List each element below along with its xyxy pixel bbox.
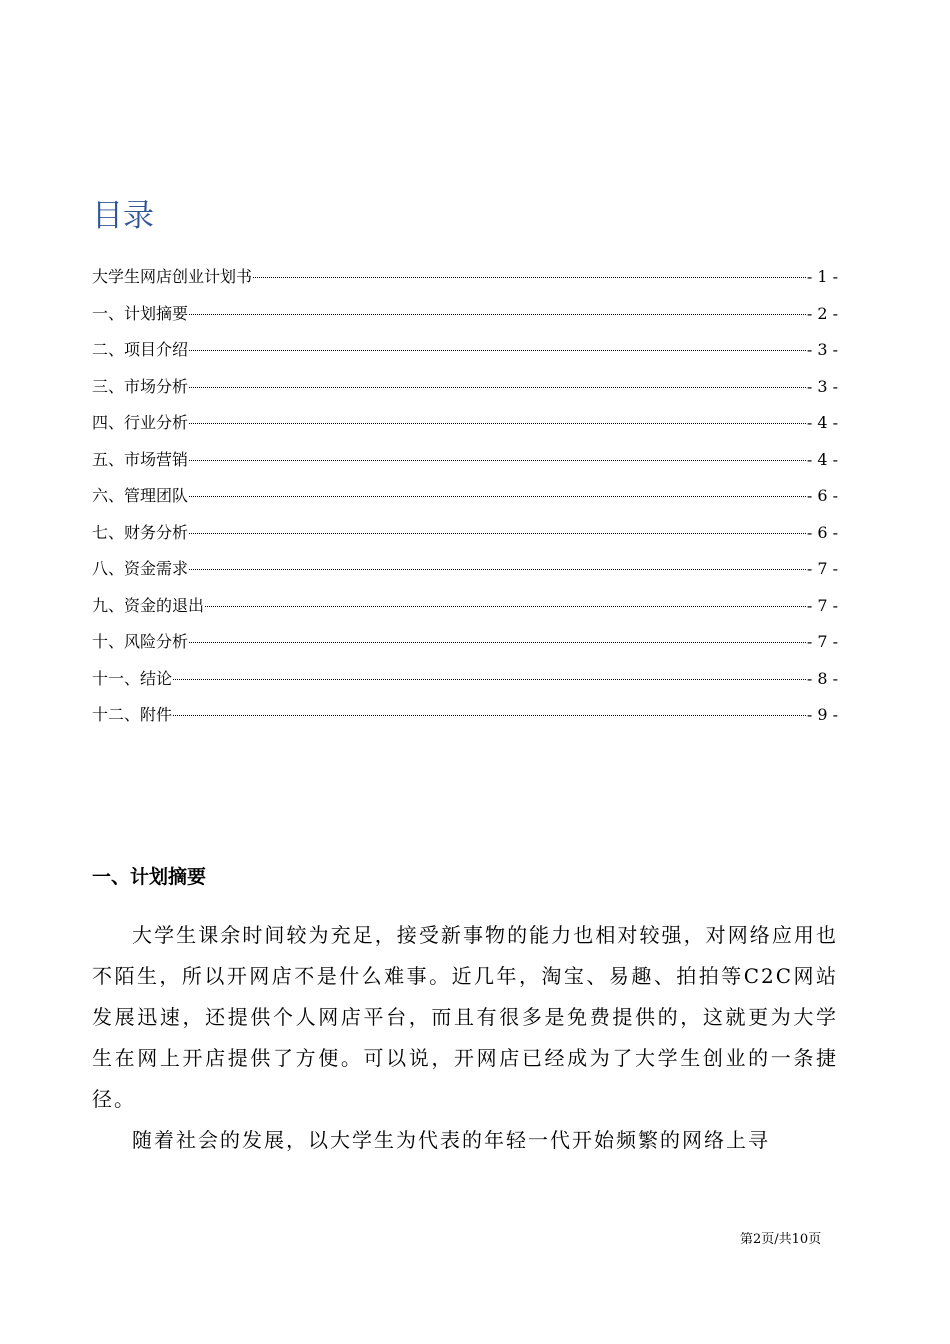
toc-entry[interactable] bbox=[92, 627, 838, 664]
toc-entry-page: - 2 - bbox=[806, 303, 838, 323]
toc-leader-dots bbox=[189, 350, 806, 351]
toc-entry-page: - 4 - bbox=[806, 413, 838, 432]
toc-entry-page: - 1 - bbox=[806, 267, 838, 286]
section-body bbox=[92, 915, 838, 1161]
toc-entry-page: - 8 - bbox=[806, 668, 838, 688]
toc-leader-dots bbox=[253, 277, 806, 278]
toc-entry-label: 八、资金需求 bbox=[92, 559, 189, 578]
toc-leader-dots bbox=[173, 715, 806, 716]
toc-entry-page: - 6 - bbox=[806, 522, 838, 542]
toc-entry-label: 三、市场分析 bbox=[92, 376, 189, 396]
toc-entry[interactable] bbox=[92, 554, 838, 591]
toc-entry-label: 七、财务分析 bbox=[92, 522, 189, 542]
toc-entry[interactable] bbox=[92, 262, 838, 299]
toc-entry-label: 一、计划摘要 bbox=[92, 303, 189, 323]
toc-entry[interactable] bbox=[92, 372, 838, 409]
toc-leader-dots bbox=[189, 387, 806, 388]
body-paragraph: 随着社会的发展，以大学生为代表的年轻一代开始频繁的网络上寻 bbox=[132, 1128, 770, 1152]
toc-leader-dots bbox=[189, 642, 806, 643]
toc-leader-dots bbox=[205, 606, 806, 607]
toc-entry-label: 二、项目介绍 bbox=[92, 340, 189, 359]
section-heading: 一、计划摘要 bbox=[92, 866, 207, 888]
toc-entry[interactable] bbox=[92, 664, 838, 701]
toc-entry-label: 六、管理团队 bbox=[92, 486, 189, 505]
toc-leader-dots bbox=[173, 679, 806, 680]
toc-leader-dots bbox=[189, 533, 806, 534]
toc-entry-page: - 4 - bbox=[806, 449, 838, 469]
toc-entry[interactable] bbox=[92, 408, 838, 445]
toc-entry[interactable] bbox=[92, 518, 838, 555]
toc-entry-label: 大学生网店创业计划书 bbox=[92, 267, 253, 286]
toc-entry[interactable] bbox=[92, 591, 838, 628]
toc-leader-dots bbox=[189, 314, 806, 315]
toc-entry-page: - 3 - bbox=[806, 340, 838, 359]
toc-entry[interactable] bbox=[92, 445, 838, 482]
toc-entry[interactable] bbox=[92, 700, 838, 737]
toc-entry[interactable] bbox=[92, 335, 838, 372]
toc-entry-label: 十二、附件 bbox=[92, 705, 173, 724]
toc-entry-label: 五、市场营销 bbox=[92, 449, 189, 469]
table-of-contents bbox=[92, 262, 838, 737]
toc-leader-dots bbox=[189, 496, 806, 497]
toc-entry-label: 四、行业分析 bbox=[92, 413, 189, 432]
toc-entry-page: - 7 - bbox=[806, 559, 838, 578]
toc-leader-dots bbox=[189, 569, 806, 570]
toc-entry-page: - 7 - bbox=[806, 632, 838, 651]
page-number-footer: 第2页/共10页 bbox=[740, 1232, 822, 1247]
toc-entry-page: - 7 - bbox=[806, 595, 838, 615]
toc-entry-label: 十一、结论 bbox=[92, 668, 173, 688]
toc-leader-dots bbox=[189, 460, 806, 461]
toc-entry-page: - 9 - bbox=[806, 705, 838, 724]
toc-entry-page: - 3 - bbox=[806, 376, 838, 396]
toc-leader-dots bbox=[189, 423, 806, 424]
toc-entry-label: 十、风险分析 bbox=[92, 632, 189, 651]
toc-title: 目录 bbox=[92, 198, 154, 234]
toc-entry[interactable] bbox=[92, 481, 838, 518]
toc-entry-label: 九、资金的退出 bbox=[92, 595, 205, 615]
toc-entry-page: - 6 - bbox=[806, 486, 838, 505]
body-paragraph: 大学生课余时间较为充足，接受新事物的能力也相对较强，对网络应用也不陌生，所以开网店不是什么难事。近几年，淘宝、易趣、拍拍等C2C网站发展迅速，还提供个人网店平台，而且有很多是免费提供的，这就更为大学生在网上开店提供了方便。可以说，开网店已经成为了大学生创业的一条捷径。 bbox=[92, 923, 838, 1111]
toc-entry[interactable] bbox=[92, 299, 838, 336]
